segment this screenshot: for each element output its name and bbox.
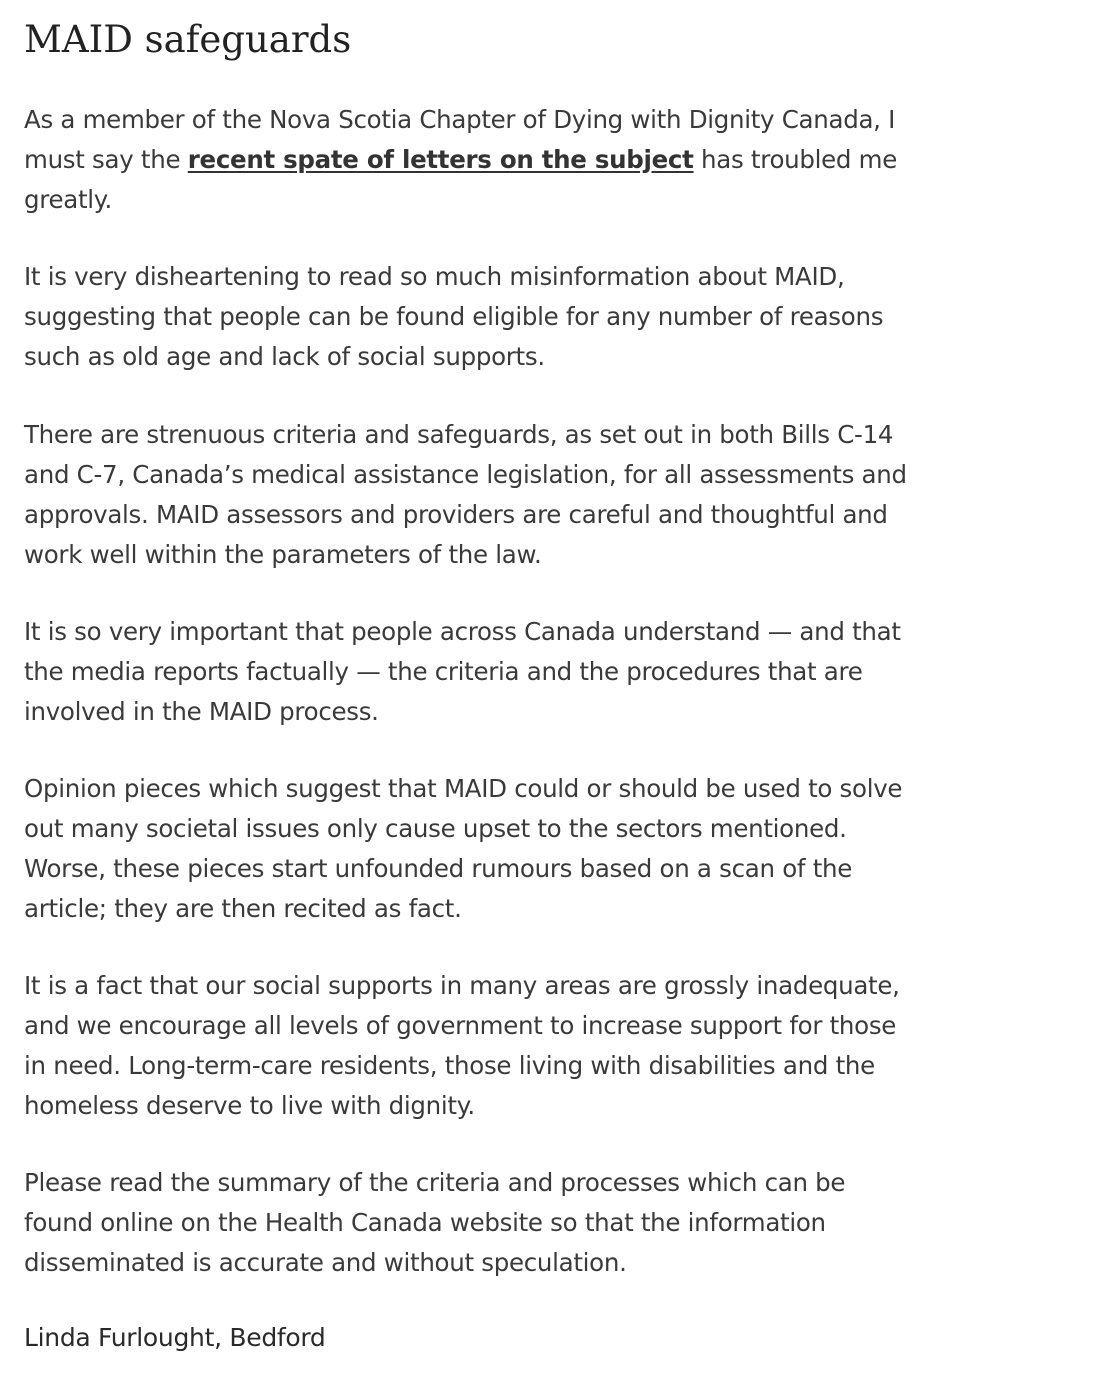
paragraph-line: work well within the parameters of the law. [24,540,542,569]
paragraph-line: homeless deserve to live with dignity. [24,1091,475,1120]
paragraph-text: has troubled me [693,145,897,174]
paragraph-line: approvals. MAID assessors and providers are careful and thoughtful and [24,500,888,529]
paragraph-line: disseminated is accurate and without speculation. [24,1248,627,1277]
paragraph-line: It is a fact that our social supports in many areas are grossly inadequate, [24,971,900,1000]
paragraph-line: involved in the MAID process. [24,697,379,726]
recent-letters-link[interactable]: recent spate of letters on the subject [187,145,694,174]
paragraph-line: and C-7, Canada’s medical assistance legislation, for all assessments and [24,460,907,489]
paragraph-line: found online on the Health Canada website so that the information [24,1208,826,1237]
author-signature: Linda Furlought, Bedford [24,1323,326,1352]
paragraph-3 [24,415,984,575]
paragraph-line: It is very disheartening to read so much misinformation about MAID, [24,262,845,291]
paragraph-text: must say the [24,145,188,174]
paragraph-line: suggesting that people can be found eligible for any number of reasons [24,302,884,331]
paragraph-line [24,140,984,180]
paragraph-line: in need. Long-term-care residents, those living with disabilities and the [24,1051,875,1080]
paragraph-line: the media reports factually — the criteria and the procedures that are [24,657,863,686]
paragraph-5 [24,769,984,929]
paragraph-6 [24,966,984,1126]
paragraph-line: out many societal issues only cause upset to the sectors mentioned. [24,814,847,843]
paragraph-4 [24,612,984,732]
paragraph-2 [24,257,984,377]
paragraph-line: Please read the summary of the criteria and processes which can be [24,1168,846,1197]
paragraph-line: As a member of the Nova Scotia Chapter of Dying with Dignity Canada, I [24,105,896,134]
paragraph-line: article; they are then recited as fact. [24,894,462,923]
paragraph-1 [24,100,984,220]
paragraph-line: Opinion pieces which suggest that MAID could or should be used to solve [24,774,903,803]
article-title: MAID safeguards [24,18,352,61]
paragraph-line: greatly. [24,185,112,214]
paragraph-line: There are strenuous criteria and safeguards, as set out in both Bills C-14 [24,420,894,449]
paragraph-7 [24,1163,984,1283]
paragraph-line: Worse, these pieces start unfounded rumours based on a scan of the [24,854,852,883]
paragraph-line: such as old age and lack of social supports. [24,342,545,371]
paragraph-line: It is so very important that people across Canada understand — and that [24,617,901,646]
paragraph-line: and we encourage all levels of government to increase support for those [24,1011,897,1040]
